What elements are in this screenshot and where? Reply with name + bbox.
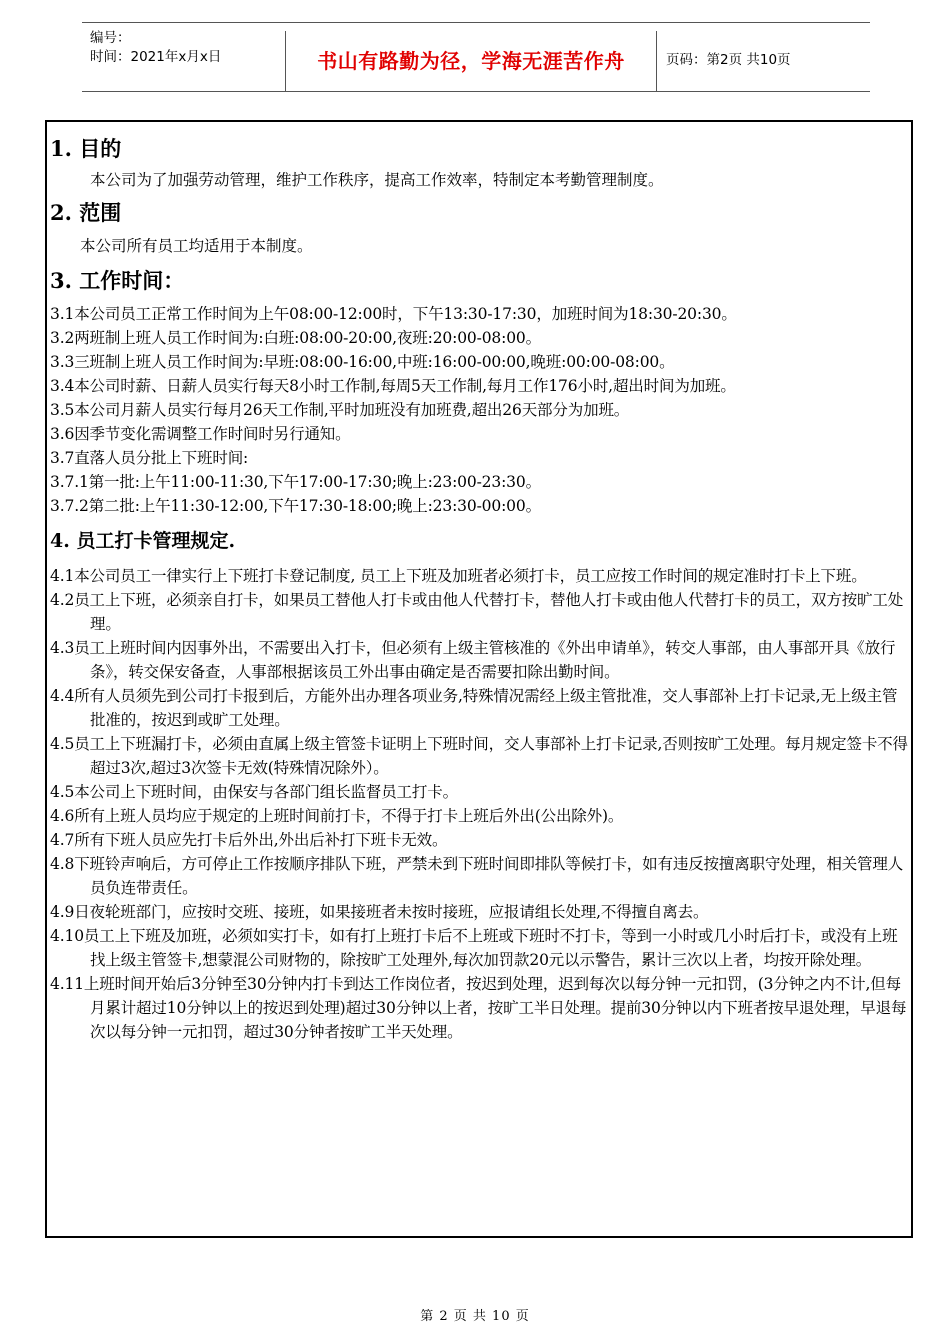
- list-item: 3.5本公司月薪人员实行每月26天工作制,平时加班没有加班费,超出26天部分为加班。: [50, 401, 630, 419]
- header-meta: [90, 29, 221, 67]
- list-item: 4.10员工上下班及加班，必须如实打卡，如有打上班打卡后不上班或下班时不打卡，等到一小时或几小时后打卡，或没有上班找上级主管签卡,想蒙混公司财物的，除按旷工处理外,每次加罚款20元以示警告，累计三次以上者，均按开除处理。: [50, 927, 898, 969]
- section-title-work-hours: 3. 工作时间：: [50, 268, 185, 293]
- list-item: 4.6所有上班人员均应于规定的上班时间前打卡，不得于打卡上班后外出(公出除外)。: [50, 807, 624, 825]
- list-item: 4.4所有人员须先到公司打卡报到后，方能外出办理各项业务,特殊情况需经上级主管批准，交人事部补上打卡记录,无上级主管批准的，按迟到或旷工处理。: [50, 687, 898, 729]
- page-footer: 第 2 页 共 10 页: [420, 1309, 530, 1324]
- list-item: 4.5员工上下班漏打卡，必须由直属上级主管签卡证明上下班时间，交人事部补上打卡记录,否则按旷工处理。每月规定签卡不得超过3次,超过3次签卡无效(特殊情况除外）。: [50, 735, 908, 777]
- header-motto: 书山有路勤为径，学海无涯苦作舟: [317, 49, 625, 73]
- list-item: 3.7直落人员分批上下班时间:: [50, 449, 249, 467]
- document-body: [50, 132, 910, 1044]
- section-title-clock-in-rules: 4. 员工打卡管理规定.: [50, 530, 236, 552]
- section-paragraph-scope: 本公司所有员工均适用于本制度。: [80, 237, 313, 255]
- section-paragraph-purpose: 本公司为了加强劳动管理，维护工作秩序，提高工作效率，特制定本考勤管理制度。: [90, 171, 664, 189]
- list-item: 4.5本公司上下班时间，由保安与各部门组长监督员工打卡。: [50, 783, 458, 801]
- list-item: 4.9日夜轮班部门，应按时交班、接班，如果接班者未按时接班，应报请组长处理,不得擅自离去。: [50, 903, 709, 921]
- list-item: 3.3三班制上班人员工作时间为:早班:08:00-16:00,中班:16:00-00:00,晚班:00:00-08:00。: [50, 353, 675, 371]
- list-item: 3.6因季节变化需调整工作时间时另行通知。: [50, 425, 351, 443]
- list-item: 3.1本公司员工正常工作时间为上午08:00-12:00时，下午13:30-17:30，加班时间为18:30-20:30。: [50, 305, 737, 323]
- document-number-label: 编号：: [90, 30, 131, 46]
- list-item: 4.3员工上班时间内因事外出，不需要出入打卡，但必须有上级主管核准的《外出申请单》，转交人事部，由人事部开具《放行条》，转交保安备查，人事部根据该员工外出事由确定是否需要扣除出勤时间。: [50, 639, 896, 681]
- header-page-info: 页码：第2页 共10页: [666, 52, 791, 68]
- header-divider: [656, 31, 657, 91]
- list-item: 3.2两班制上班人员工作时间为:白班:08:00-20:00,夜班:20:00-08:00。: [50, 329, 541, 347]
- document-date: 时间：2021年x月x日: [90, 49, 222, 65]
- list-item: 3.4本公司时薪、日薪人员实行每天8小时工作制,每周5天工作制,每月工作176小时,超出时间为加班。: [50, 377, 736, 395]
- list-item: 4.1本公司员工一律实行上下班打卡登记制度, 员工上下班及加班者必须打卡，员工应按工作时间的规定准时打卡上下班。: [50, 567, 867, 585]
- section-title-scope: 2. 范围: [50, 200, 122, 225]
- list-item: 4.7所有下班人员应先打卡后外出,外出后补打下班卡无效。: [50, 831, 448, 849]
- list-item: 4.8下班铃声响后，方可停止工作按顺序排队下班，严禁未到下班时间即排队等候打卡，如有违反按擅离职守处理，相关管理人员负连带责任。: [50, 855, 904, 897]
- list-item: 3.7.2第二批:上午11:30-12:00,下午17:30-18:00;晚上:23:30-00:00。: [50, 497, 541, 515]
- list-item: 4.11上班时间开始后3分钟至30分钟内打卡到达工作岗位者，按迟到处理，迟到每次以每分钟一元扣罚，(3分钟之内不计,但每月累计超过10分钟以上的按迟到处理)超过30分钟以上者，按旷工半日处理。提前30分钟以内下班者按早退处理，早退每次以每分钟一元扣罚，超过30分钟者按旷工半天处理。: [50, 975, 907, 1041]
- list-item: 4.2员工上下班，必须亲自打卡，如果员工替他人打卡或由他人代替打卡，替他人打卡或由他人代替打卡的员工，双方按旷工处理。: [50, 591, 904, 633]
- page-header: [82, 22, 870, 92]
- list-item: 3.7.1第一批:上午11:00-11:30,下午17:00-17:30;晚上:23:00-23:30。: [50, 473, 541, 491]
- content-box: [45, 120, 913, 1238]
- section-title-purpose: 1. 目的: [50, 136, 122, 161]
